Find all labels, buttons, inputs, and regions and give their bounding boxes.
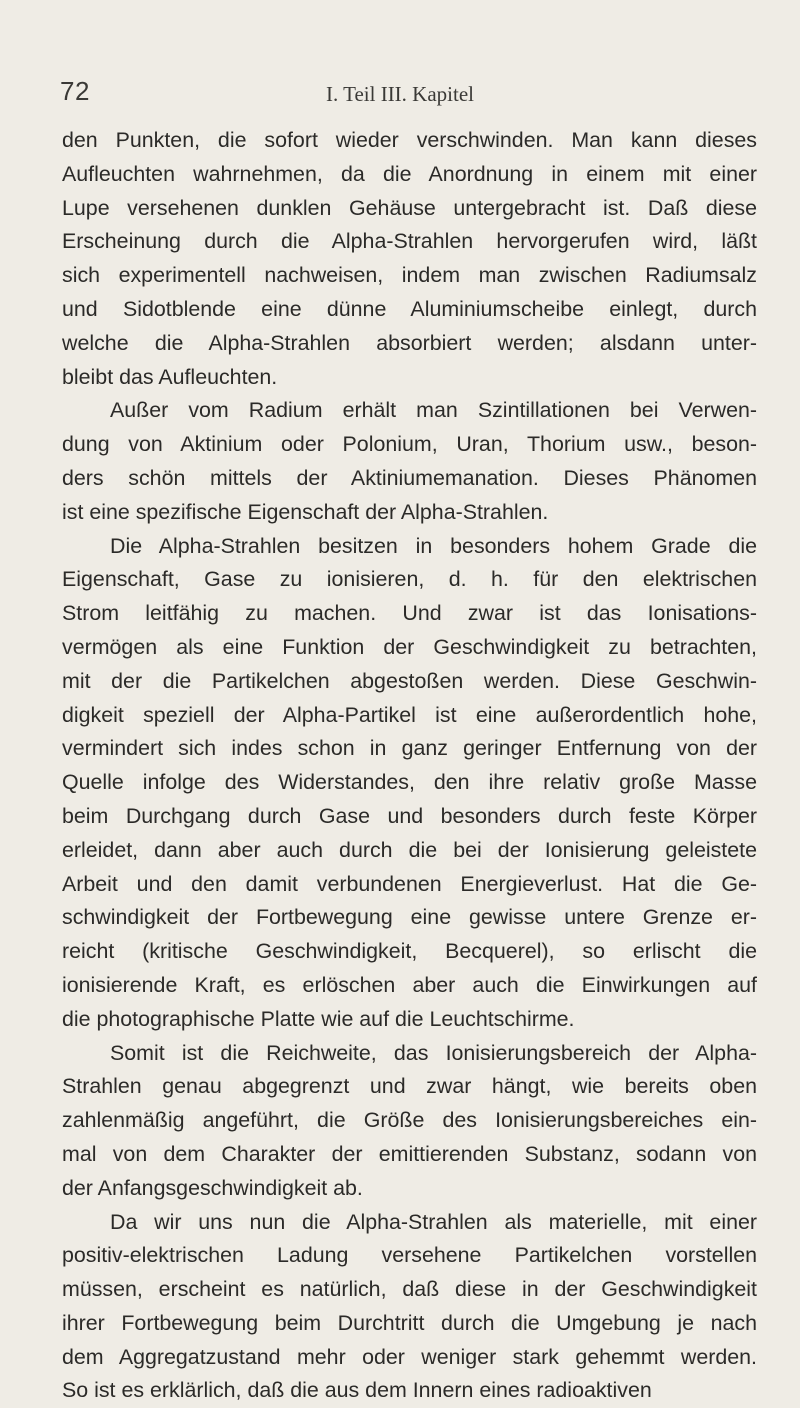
body-text [62,124,757,1408]
text-line: ist eine spezifische Eigenschaft der Alpha-Strahlen. [62,496,757,530]
text-line: mit der die Partikelchen abgestoßen werden. Diese Geschwin- [62,665,757,699]
text-line: welche die Alpha-Strahlen absorbiert werden; alsdann unter- [62,327,757,361]
text-line: Arbeit und den damit verbundenen Energieverlust. Hat die Ge- [62,868,757,902]
text-line: vermögen als eine Funktion der Geschwindigkeit zu betrachten, [62,631,757,665]
running-head: I. Teil III. Kapitel [0,82,800,107]
text-line: Somit ist die Reichweite, das Ionisierungsbereich der Alpha- [62,1037,757,1071]
text-line: schwindigkeit der Fortbewegung eine gewisse untere Grenze er- [62,901,757,935]
text-line: Aufleuchten wahrnehmen, da die Anordnung in einem mit einer [62,158,757,192]
text-line: dung von Aktinium oder Polonium, Uran, Thorium usw., beson- [62,428,757,462]
text-line: die photographische Platte wie auf die Leuchtschirme. [62,1003,757,1037]
text-line: reicht (kritische Geschwindigkeit, Becquerel), so erlischt die [62,935,757,969]
text-line: bleibt das Aufleuchten. [62,361,757,395]
text-line: Strahlen genau abgegrenzt und zwar hängt, wie bereits oben [62,1070,757,1104]
text-line: Außer vom Radium erhält man Szintillationen bei Verwen- [62,394,757,428]
text-line: Die Alpha-Strahlen besitzen in besonders hohem Grade die [62,530,757,564]
paragraph [62,530,757,1037]
text-line: den Punkten, die sofort wieder verschwinden. Man kann dieses [62,124,757,158]
text-line: ionisierende Kraft, es erlöschen aber auch die Einwirkungen auf [62,969,757,1003]
text-line: digkeit speziell der Alpha-Partikel ist eine außerordentlich hohe, [62,699,757,733]
paragraph [62,124,757,394]
text-line: So ist es erklärlich, daß die aus dem Innern eines radioaktiven [62,1374,757,1408]
text-line: ihrer Fortbewegung beim Durchtritt durch die Umgebung je nach [62,1307,757,1341]
paragraph [62,394,757,529]
text-line: zahlenmäßig angeführt, die Größe des Ionisierungsbereiches ein- [62,1104,757,1138]
page-number: 72 [60,76,90,107]
text-line: positiv-elektrischen Ladung versehene Partikelchen vorstellen [62,1239,757,1273]
text-line: beim Durchgang durch Gase und besonders durch feste Körper [62,800,757,834]
text-line: Lupe versehenen dunklen Gehäuse untergebracht ist. Daß diese [62,192,757,226]
text-line: müssen, erscheint es natürlich, daß diese in der Geschwindigkeit [62,1273,757,1307]
text-line: und Sidotblende eine dünne Aluminiumscheibe einlegt, durch [62,293,757,327]
text-line: vermindert sich indes schon in ganz geringer Entfernung von der [62,732,757,766]
paragraph [62,1206,757,1408]
text-line: mal von dem Charakter der emittierenden Substanz, sodann von [62,1138,757,1172]
text-line: Eigenschaft, Gase zu ionisieren, d. h. für den elektrischen [62,563,757,597]
text-line: erleidet, dann aber auch durch die bei der Ionisierung geleistete [62,834,757,868]
text-line: Erscheinung durch die Alpha-Strahlen hervorgerufen wird, läßt [62,225,757,259]
text-line: Strom leitfähig zu machen. Und zwar ist das Ionisations- [62,597,757,631]
text-line: ders schön mittels der Aktiniumemanation. Dieses Phänomen [62,462,757,496]
text-line: sich experimentell nachweisen, indem man zwischen Radiumsalz [62,259,757,293]
text-line: der Anfangsgeschwindigkeit ab. [62,1172,757,1206]
paragraph [62,1037,757,1206]
text-line: Quelle infolge des Widerstandes, den ihre relativ große Masse [62,766,757,800]
text-line: dem Aggregatzustand mehr oder weniger stark gehemmt werden. [62,1341,757,1375]
text-line: Da wir uns nun die Alpha-Strahlen als materielle, mit einer [62,1206,757,1240]
